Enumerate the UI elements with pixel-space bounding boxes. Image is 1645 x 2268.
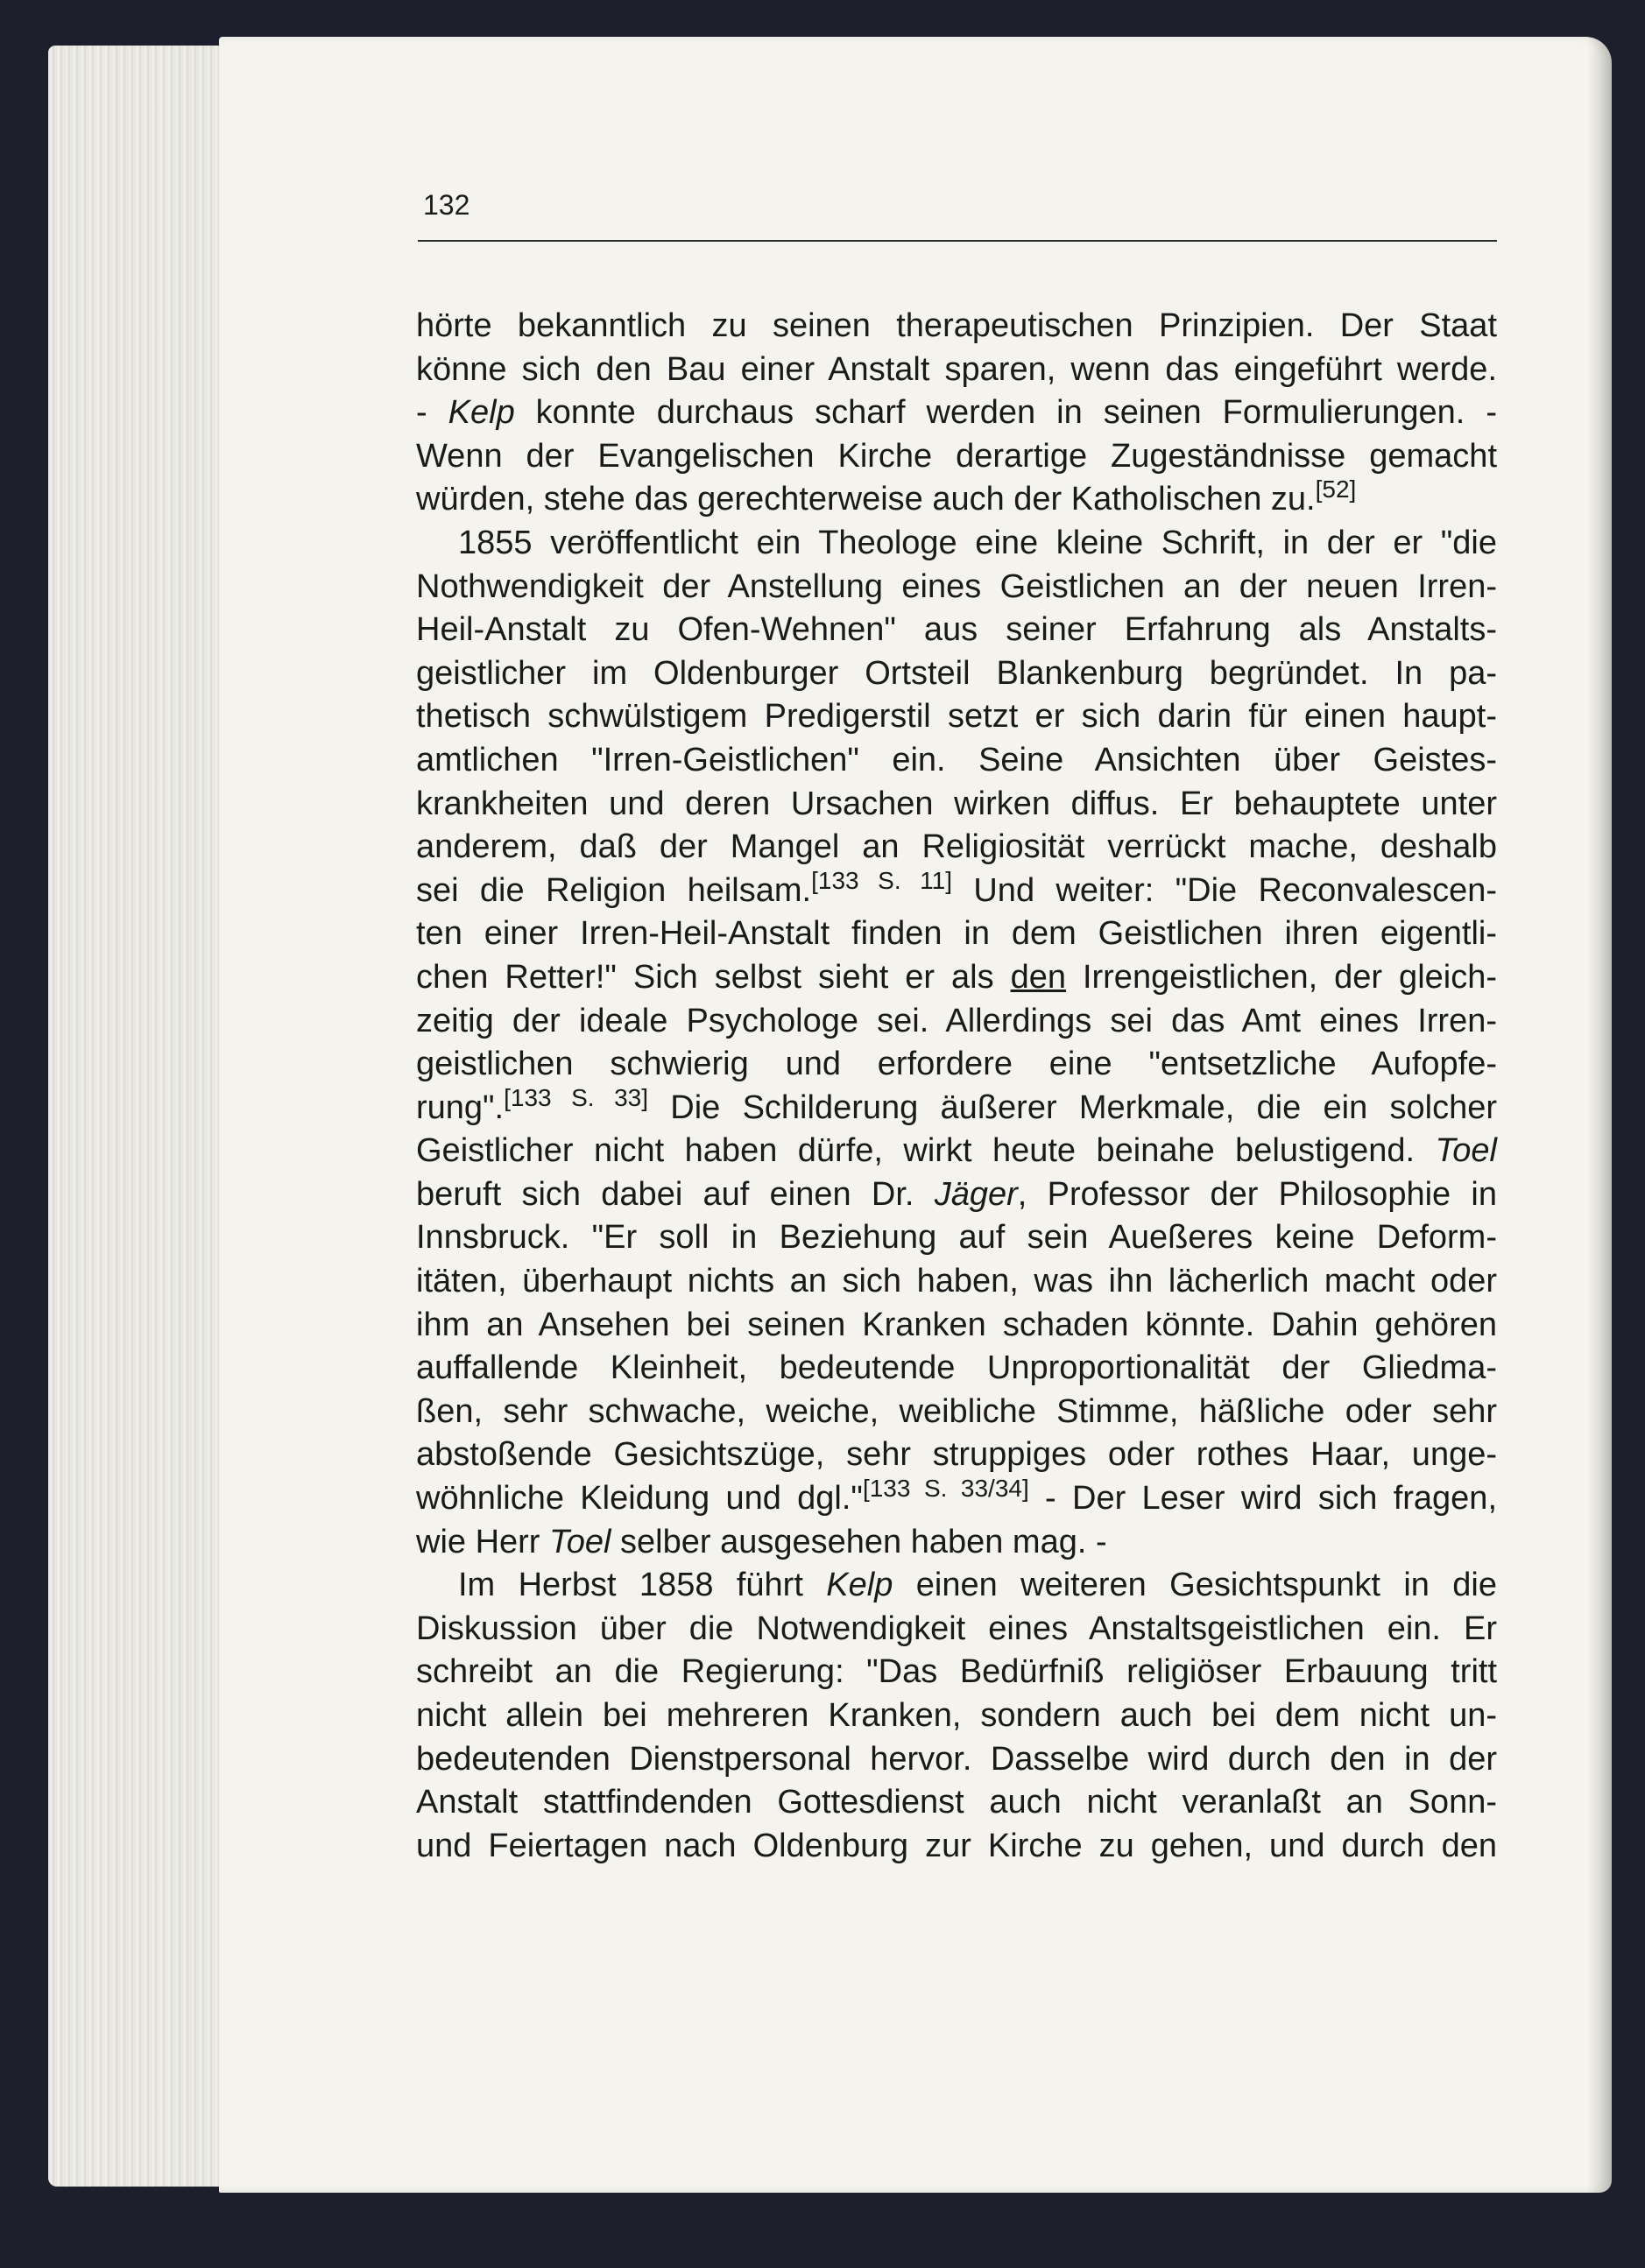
text-line xyxy=(416,695,1497,739)
text-segment: abstoßende Gesichtszüge, sehr struppiges oder rothes Haar, unge- xyxy=(416,1436,1497,1474)
text-segment: chen Retter!" Sich selbst sieht er als xyxy=(416,958,1011,996)
text-segment: würden, stehe das gerechterweise auch der Katholischen zu. xyxy=(416,481,1316,518)
text-segment: itäten, überhaupt nichts an sich haben, was ihn lächerlich macht oder xyxy=(416,1263,1497,1300)
text-segment: anderem, daß der Mangel an Religiosität verrückt mache, deshalb xyxy=(416,828,1497,866)
text-segment: amtlichen "Irren-Geistlichen" ein. Seine Ansichten über Geistes- xyxy=(416,741,1497,778)
text-line xyxy=(416,475,1497,522)
text-line xyxy=(416,912,1497,956)
text-line xyxy=(416,1043,1497,1087)
text-segment: Im Herbst 1858 führt xyxy=(458,1567,827,1604)
text-segment: schreibt an die Regierung: "Das Bedürfniß religiöser Erbauung tritt xyxy=(416,1653,1497,1691)
body-text xyxy=(416,305,1497,1868)
text-segment: ßen, sehr schwache, weiche, weibliche Stimme, häßliche oder sehr xyxy=(416,1392,1497,1430)
text-line xyxy=(416,652,1497,696)
text-segment: - xyxy=(416,394,448,432)
text-segment: zeitig der ideale Psychologe sei. Allerdings sei das Amt eines Irren- xyxy=(416,1002,1497,1039)
text-segment: Die Schilderung äußerer Merkmale, die ein solcher xyxy=(648,1088,1498,1126)
text-segment: einen weiteren Gesichtspunkt in die xyxy=(893,1567,1498,1604)
text-segment: Geistlicher nicht haben dürfe, wirkt heute beinahe belustigend. xyxy=(416,1132,1436,1170)
text-segment: Diskussion über die Notwendigkeit eines Anstaltsgeistlichen ein. Er xyxy=(416,1609,1497,1647)
text-segment: rung". xyxy=(416,1088,505,1126)
text-segment: Und weiter: "Die Reconvalescen- xyxy=(952,871,1497,909)
text-segment: wie Herr xyxy=(416,1523,550,1560)
text-line xyxy=(416,1433,1497,1477)
text-line xyxy=(416,609,1497,652)
text-segment: Wenn der Evangelischen Kirche derartige Zugeständnisse gemacht xyxy=(416,437,1497,475)
page-curl-shadow xyxy=(1587,37,1612,2193)
text-segment: und Feiertagen nach Oldenburg zur Kirche zu gehen, und durch den xyxy=(416,1827,1497,1864)
text-line xyxy=(416,1608,1497,1652)
citation-reference: [52] xyxy=(1315,475,1357,504)
italic-name: Jäger xyxy=(934,1175,1018,1213)
text-line xyxy=(416,391,1497,435)
text-segment: 1855 veröffentlicht ein Theologe eine kleine Schrift, in der er "die xyxy=(458,524,1497,561)
italic-name: Toel xyxy=(1435,1132,1497,1170)
text-line xyxy=(416,435,1497,479)
text-segment: geistlicher im Oldenburger Ortsteil Blankenburg begründet. In pa- xyxy=(416,654,1497,692)
text-segment: , Professor der Philosophie in xyxy=(1017,1175,1498,1213)
text-segment: - Der Leser wird sich fragen, xyxy=(1028,1480,1498,1518)
text-segment: selber ausgesehen haben mag. - xyxy=(611,1523,1107,1560)
text-segment: beruft sich dabei auf einen Dr. xyxy=(416,1175,935,1213)
text-segment: sei die Religion heilsam. xyxy=(416,871,812,909)
text-segment: thetisch schwülstigem Predigerstil setzt er sich darin für einen haupt- xyxy=(416,698,1497,736)
text-segment: konnte durchaus scharf werden in seinen Formulierungen. - xyxy=(514,394,1497,432)
text-segment: ten einer Irren-Heil-Anstalt finden in dem Geistlichen ihren eigentli- xyxy=(416,915,1497,953)
text-line xyxy=(416,1651,1497,1694)
text-line xyxy=(416,1347,1497,1391)
text-line xyxy=(416,1564,1497,1608)
underlined-word: den xyxy=(1010,958,1066,996)
text-line xyxy=(416,1694,1497,1738)
text-line xyxy=(416,1083,1498,1130)
italic-name: Toel xyxy=(549,1523,611,1560)
text-line xyxy=(416,739,1497,783)
text-line xyxy=(416,566,1497,609)
text-line xyxy=(416,1391,1497,1434)
text-line xyxy=(416,1521,1497,1565)
text-line xyxy=(416,1173,1497,1217)
text-line xyxy=(416,1216,1497,1260)
text-segment: Nothwendigkeit der Anstellung eines Geistlichen an der neuen Irren- xyxy=(416,567,1497,605)
text-line xyxy=(416,826,1497,870)
text-line xyxy=(416,1304,1497,1348)
text-segment: Anstalt stattfindenden Gottesdienst auch nicht veranlaßt an Sonn- xyxy=(416,1784,1497,1821)
citation-reference: [133 S. 33] xyxy=(504,1083,648,1111)
text-line xyxy=(416,305,1497,349)
text-line xyxy=(416,1130,1497,1173)
text-line xyxy=(416,522,1497,566)
text-line xyxy=(416,1260,1497,1304)
text-segment: auffallende Kleinheit, bedeutende Unproportionalität der Gliedma- xyxy=(416,1349,1497,1387)
citation-reference: [133 S. 11] xyxy=(811,866,953,894)
text-segment: Heil-Anstalt zu Ofen-Wehnen" aus seiner Erfahrung als Anstalts- xyxy=(416,611,1497,649)
text-line xyxy=(416,349,1497,392)
text-line xyxy=(416,1825,1497,1869)
text-segment: krankheiten und deren Ursachen wirken diffus. Er behauptete unter xyxy=(416,785,1497,822)
text-segment: ihm an Ansehen bei seinen Kranken schaden könnte. Dahin gehören xyxy=(416,1306,1497,1343)
text-segment: bedeutenden Dienstpersonal hervor. Dasselbe wird durch den in der xyxy=(416,1740,1497,1778)
text-line xyxy=(416,1781,1497,1825)
header-rule xyxy=(418,240,1497,242)
page-number: 132 xyxy=(423,189,470,221)
text-segment: könne sich den Bau einer Anstalt sparen, wenn das eingeführt werde. xyxy=(416,350,1497,388)
text-line xyxy=(416,1738,1497,1782)
text-line xyxy=(416,1000,1497,1044)
text-segment: Irrengeistlichen, der gleich- xyxy=(1065,958,1497,996)
citation-reference: [133 S. 33/34] xyxy=(862,1475,1029,1503)
text-line xyxy=(416,1477,1497,1521)
text-line xyxy=(416,866,1497,913)
text-segment: wöhnliche Kleidung und dgl." xyxy=(416,1480,863,1518)
italic-name: Kelp xyxy=(448,394,515,432)
text-segment: nicht allein bei mehreren Kranken, sondern auch bei dem nicht un- xyxy=(416,1697,1497,1734)
text-line xyxy=(416,783,1497,827)
text-line xyxy=(416,956,1497,1000)
text-segment: hörte bekanntlich zu seinen therapeutischen Prinzipien. Der Staat xyxy=(416,307,1497,344)
text-segment: geistlichen schwierig und erfordere eine "entsetzliche Aufopfe- xyxy=(416,1046,1497,1083)
italic-name: Kelp xyxy=(826,1567,893,1604)
text-segment: Innsbruck. "Er soll in Beziehung auf sein Aueßeres keine Deform- xyxy=(416,1219,1497,1257)
